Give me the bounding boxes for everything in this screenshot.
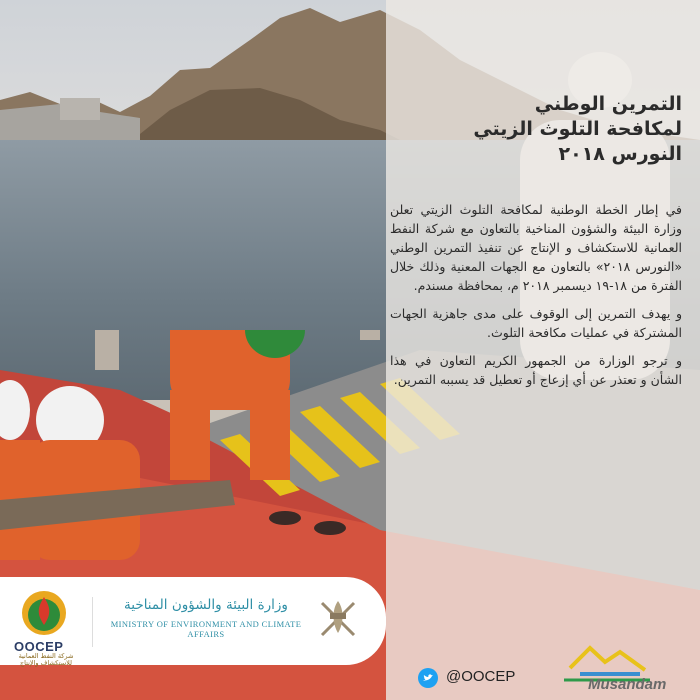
watermark-text: Musandam xyxy=(588,676,667,693)
twitter-handle[interactable]: @OOCEP xyxy=(446,668,516,685)
oocep-name: OOCEP xyxy=(14,639,64,654)
logo-divider xyxy=(92,597,93,647)
paragraph-2: و يهدف التمرين إلى الوقوف على مدى جاهزية الجهات المشتركة في عمليات مكافحة التلوث. xyxy=(390,306,682,340)
oman-emblem-icon xyxy=(316,595,360,641)
announcement-body xyxy=(390,200,682,398)
twitter-icon xyxy=(418,668,438,688)
paragraph-3: و ترجو الوزارة من الجمهور الكريم التعاون في هذا الشأن و تعتذر عن أي إزعاج أو تعطيل قد يسببه التمرين. xyxy=(390,353,682,387)
headline-line-1: التمرين الوطني xyxy=(534,93,682,115)
headline xyxy=(392,92,682,167)
oocep-arabic-name: شركة النفط العمانية للاستكشاف والإنتاج xyxy=(18,652,74,667)
logo-bar xyxy=(0,577,386,665)
ministry-arabic-name: وزارة البيئة والشؤون المناخية xyxy=(124,597,288,613)
oocep-logo-icon xyxy=(20,589,68,637)
paragraph-1: في إطار الخطة الوطنية لمكافحة التلوث الزيتي تعلن وزارة البيئة والشؤون المناخية بالتعاون مع شركة النفط العمانية للاستكشاف و الإنتاج عن تنفيذ التمرين الوطني «النورس ٢٠١٨» بالتعاون مع الجهات المعنية وذلك خلال الفترة من ١٨-١٩ ديسمبر ٢٠١٨ م، بمحافظة مسندم. xyxy=(390,202,682,293)
ministry-english-name: MINISTRY OF ENVIRONMENT AND CLIMATE AFFAIRS xyxy=(110,619,302,639)
headline-line-3: النورس ٢٠١٨ xyxy=(558,143,682,165)
headline-line-2: لمكافحة التلوث الزيتي xyxy=(473,118,682,140)
